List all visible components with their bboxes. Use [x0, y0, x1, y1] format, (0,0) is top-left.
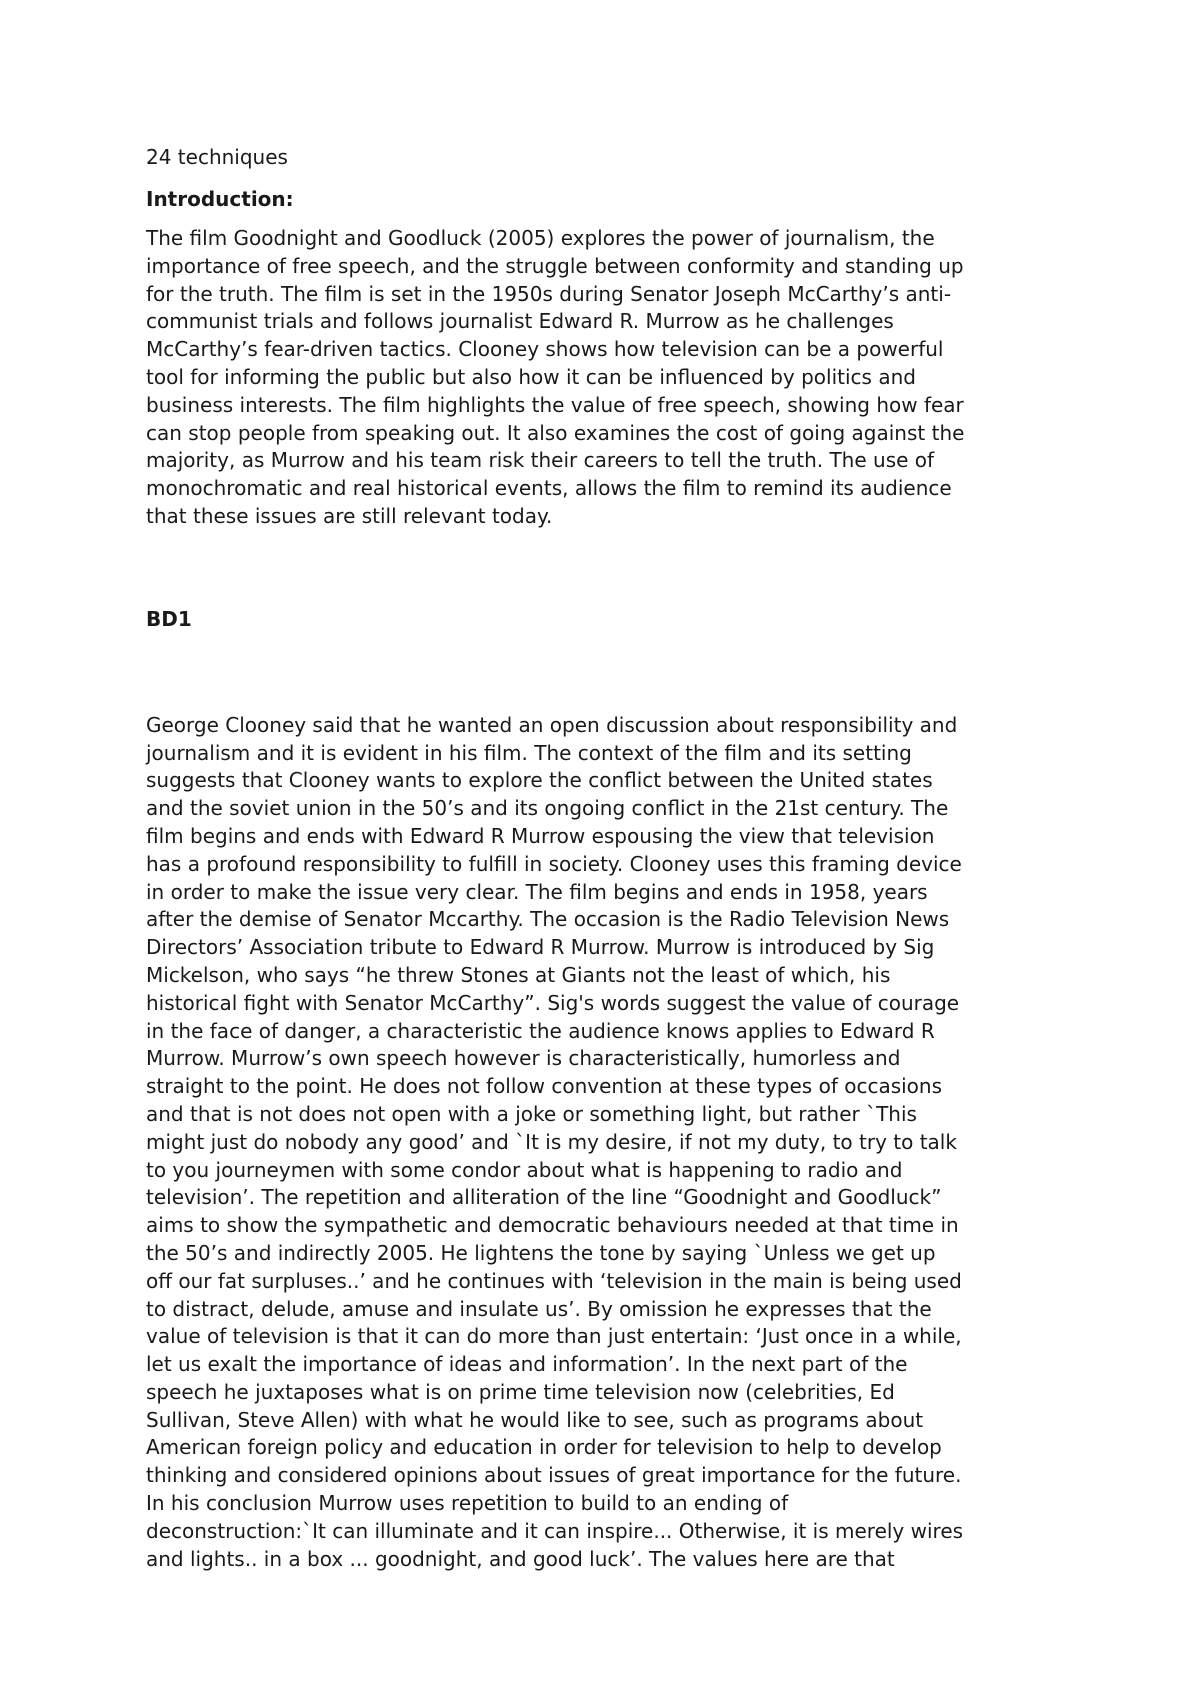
paragraph-line: might just do nobody any good’ and `It is my desire, if not my duty, to try to talk	[146, 1129, 957, 1154]
paragraph-line: journalism and it is evident in his film. The context of the film and its setting	[146, 740, 912, 765]
document-title: 24 techniques	[146, 145, 288, 169]
paragraph-line: aims to show the sympathetic and democratic behaviours needed at that time in	[146, 1213, 959, 1238]
paragraph-line: Directors’ Association tribute to Edward R Murrow. Murrow is introduced by Sig	[146, 935, 935, 960]
paragraph-line: speech he juxtaposes what is on prime time television now (celebrities, Ed	[146, 1379, 895, 1404]
bd1-heading: BD1	[146, 606, 192, 631]
paragraph-line: and the soviet union in the 50’s and its ongoing conflict in the 21st century. The	[146, 796, 949, 821]
paragraph-line: in order to make the issue very clear. The film begins and ends in 1958, years	[146, 879, 928, 904]
paragraph-line: television’. The repetition and alliteration of the line “Goodnight and Goodluck”	[146, 1185, 942, 1210]
paragraph-line: historical fight with Senator McCarthy”. Sig's words suggest the value of courage	[146, 990, 960, 1015]
section-spacer	[146, 645, 1066, 712]
paragraph-line: importance of free speech, and the struggle between conformity and standing up	[146, 253, 964, 278]
paragraph-line: that these issues are still relevant today.	[146, 503, 553, 528]
paragraph-line: in the face of danger, a characteristic the audience knows applies to Edward R	[146, 1018, 935, 1043]
paragraph-line: American foreign policy and education in order for television to help to develop	[146, 1435, 942, 1460]
paragraph-line: deconstruction:`It can illuminate and it can inspire... Otherwise, it is merely wires	[146, 1518, 964, 1543]
paragraph-line: after the demise of Senator Mccarthy. The occasion is the Radio Television News	[146, 907, 950, 932]
paragraph-line: In his conclusion Murrow uses repetition to build to an ending of	[146, 1491, 789, 1516]
paragraph-line: McCarthy’s fear-driven tactics. Clooney shows how television can be a powerful	[146, 337, 944, 362]
section-spacer	[146, 531, 1066, 605]
paragraph-line: business interests. The film highlights the value of free speech, showing how fear	[146, 392, 964, 417]
paragraph-line: the 50’s and indirectly 2005. He lightens the tone by saying `Unless we get up	[146, 1240, 936, 1265]
paragraph-line: to distract, delude, amuse and insulate us’. By omission he expresses that the	[146, 1296, 932, 1321]
paragraph-line: has a profound responsibility to fulfill in society. Clooney uses this framing device	[146, 851, 962, 876]
paragraph-line: and that is not does not open with a joke or something light, but rather `This	[146, 1101, 917, 1126]
paragraph-line: value of television is that it can do more than just entertain: ‘Just once in a while,	[146, 1324, 962, 1349]
paragraph-line: monochromatic and real historical events, allows the film to remind its audience	[146, 476, 952, 501]
paragraph-line: Murrow. Murrow’s own speech however is characteristically, humorless and	[146, 1046, 901, 1071]
paragraph-line: and lights.. in a box ... goodnight, and good luck’. The values here are that	[146, 1546, 895, 1571]
paragraph-line: off our fat surpluses..’ and he continues with ‘television in the main is being used	[146, 1268, 962, 1293]
paragraph-line: suggests that Clooney wants to explore the conflict between the United states	[146, 768, 933, 793]
paragraph-line: tool for informing the public but also how it can be influenced by politics and	[146, 364, 916, 389]
introduction-heading: Introduction:	[146, 187, 294, 211]
paragraph-line: communist trials and follows journalist Edward R. Murrow as he challenges	[146, 309, 894, 334]
paragraph-line: to you journeymen with some condor about what is happening to radio and	[146, 1157, 903, 1182]
introduction-paragraph	[146, 225, 1066, 531]
paragraph-line: film begins and ends with Edward R Murrow espousing the view that television	[146, 823, 935, 848]
paragraph-line: thinking and considered opinions about issues of great importance for the future.	[146, 1463, 962, 1488]
bd1-paragraph	[146, 712, 1066, 1574]
paragraph-line: can stop people from speaking out. It also examines the cost of going against the	[146, 420, 965, 445]
paragraph-line: Mickelson, who says “he threw Stones at Giants not the least of which, his	[146, 962, 891, 987]
paragraph-line: George Clooney said that he wanted an open discussion about responsibility and	[146, 712, 958, 737]
paragraph-line: straight to the point. He does not follow convention at these types of occasions	[146, 1074, 943, 1099]
paragraph-line: for the truth. The film is set in the 1950s during Senator Joseph McCarthy’s anti-	[146, 281, 952, 306]
paragraph-line: majority, as Murrow and his team risk their careers to tell the truth. The use of	[146, 448, 935, 473]
paragraph-line: let us exalt the importance of ideas and information’. In the next part of the	[146, 1352, 908, 1377]
paragraph-line: The film Goodnight and Goodluck (2005) explores the power of journalism, the	[146, 226, 935, 250]
paragraph-line: Sullivan, Steve Allen) with what he would like to see, such as programs about	[146, 1407, 924, 1432]
document-page	[146, 143, 1066, 1573]
